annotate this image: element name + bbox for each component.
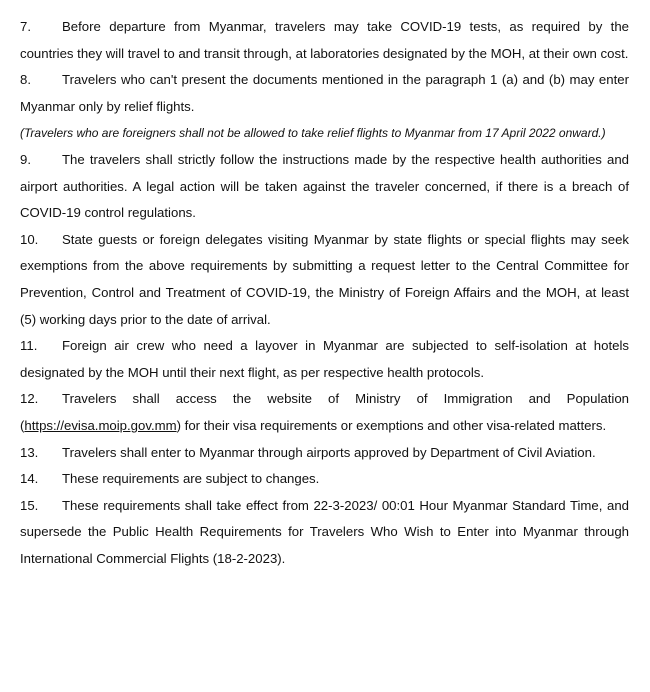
- paragraph-number: 10.: [20, 231, 39, 247]
- paragraph-11: [20, 333, 629, 386]
- paragraph-number: 13.: [20, 444, 39, 460]
- paragraph-7: [20, 14, 629, 67]
- paragraph-number: 15.: [20, 497, 39, 513]
- paragraph-number: 7.: [20, 19, 31, 34]
- paragraph-number: 11.: [20, 338, 38, 354]
- paragraph-13: [20, 440, 629, 467]
- paragraph-number: 9.: [20, 151, 31, 167]
- evisa-link[interactable]: https://evisa.moip.gov.mm: [24, 417, 177, 433]
- paragraph-text: These requirements are subject to changes.: [62, 471, 320, 487]
- paragraph-text-continued: ) for their visa requirements or exemptions and other visa-related matters.: [176, 417, 607, 433]
- paragraph-8: [20, 67, 629, 120]
- paragraph-text: Travelers shall enter to Myanmar through airports approved by Department of Civil Aviation.: [62, 444, 596, 460]
- paragraph-text: Before departure from Myanmar, travelers may take COVID-19 tests, as required by the countries they will travel to and transit through, at laboratories designated by the MOH, at their own cost.: [20, 19, 629, 61]
- paragraph-text: Foreign air crew who need a layover in Myanmar are subjected to self-isolation at hotels designated by the MOH until their next flight, as per respective health protocols.: [20, 338, 629, 380]
- paragraph-number: 8.: [20, 72, 31, 88]
- paragraph-number: 14.: [20, 471, 39, 487]
- paragraph-text: State guests or foreign delegates visiting Myanmar by state flights or special flights may seek exemptions from the above requirements by submitting a request letter to the Central Committee for Prevention, Control and Treatment of COVID-19, the Ministry of Foreign Affairs and the MOH, at least (5) working days prior to the date of arrival.: [20, 231, 629, 327]
- paragraph-number: 12.: [20, 391, 39, 407]
- paragraph-text: These requirements shall take effect from 22-3-2023/ 00:01 Hour Myanmar Standard Time, and supersede the Public Health Requirements for Travelers Who Wish to Enter into Myanmar through International Commercial Flights (18-2-2023).: [20, 497, 629, 566]
- paragraph-text: Travelers shall access the website of Ministry of Immigration and Population (: [20, 391, 629, 433]
- paragraph-text: Travelers who can't present the documents mentioned in the paragraph 1 (a) and (b) may enter Myanmar only by relief flights.: [20, 72, 629, 114]
- paragraph-10: [20, 227, 629, 333]
- paragraph-text: The travelers shall strictly follow the instructions made by the respective health authorities and airport authorities. A legal action will be taken against the traveler concerned, if there is a breach of COVID-19 control regulations.: [20, 151, 629, 221]
- paragraph-12: [20, 386, 629, 439]
- paragraph-15: [20, 493, 629, 573]
- paragraph-9: [20, 147, 629, 227]
- paragraph-8-note: (Travelers who are foreigners shall not be allowed to take relief flights to Myanmar from 17 April 2022 onward.): [20, 126, 606, 141]
- paragraph-14: [20, 466, 629, 493]
